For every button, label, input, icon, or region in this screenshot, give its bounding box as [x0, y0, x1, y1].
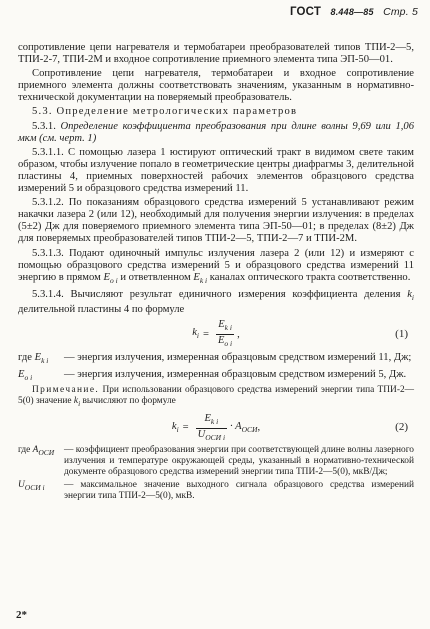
standard-number: 8.448—85 [330, 7, 374, 17]
document-body [18, 42, 414, 503]
symbol-e-k: $E_{k i}$ [193, 271, 208, 285]
definition-row [18, 369, 414, 384]
definition-row [18, 480, 414, 502]
equals-sign: = [203, 328, 209, 340]
symbol-e-o: $E_{o i}$ [103, 271, 118, 285]
definition-row [18, 352, 414, 367]
formula-comma: , [237, 328, 240, 340]
equals-sign: = [182, 422, 189, 434]
formula-lhs: $k_i$ [192, 327, 199, 341]
formula-lhs: $k_i$ [171, 420, 179, 434]
note [18, 385, 414, 409]
formula-2 [18, 413, 414, 443]
text-run: 5.3.1.3. Подают одиночный импульс излучения лазера 2 (или 12) и измеряют с помощью образцового средства измерений 5 и образцового средства измерений 11 энергию в прямом [18, 247, 414, 283]
formula-number: (1) [395, 327, 408, 340]
formula-number: (2) [395, 421, 408, 434]
formula-fraction: $\frac{E_{k i}}{E_{o i}}$ [217, 319, 233, 349]
definition-text: — коэффициент преобразования энергии при соответствующей длине волны лазерного излучения и температуре окружающей среды, указанный в нормативно-технической документе образцового средства измерений энергии типа ТПИ-2—5(0), мкВ/Дж; [64, 445, 414, 478]
text-run: каналах оптического тракта соответственно. [209, 271, 411, 283]
definition-text: — максимальное значение выходного сигнала образцового средства измерений энергии типа ТПИ-2—5(0), мкВ. [64, 480, 414, 502]
text-run: делительной пластины 4 по формуле [18, 303, 185, 315]
paragraph [18, 289, 414, 316]
symbol-k: $k_i$ [407, 288, 414, 302]
symbol-k: $k_i$ [73, 396, 81, 409]
formula-1 [18, 320, 414, 350]
note-label: Примечание. [32, 385, 100, 396]
paragraph: 5.3.1.1. С помощью лазера 1 юстируют оптический тракт в видимом свете таким образом, чтобы излучение попало в геометрические центры диафрагмы 3, делительной пластины 4, приемных поверхностей рабочих элементов образцового средства измерений 5 и образцового средства измерений 11. [18, 146, 414, 195]
text-run: 5.3.1.4. Вычисляют результат единичного измерения коэффициента деления [32, 288, 401, 300]
formula-fraction: $\frac{E_{k i}}{U_{ОСИ i}}$ [197, 412, 226, 442]
section-heading: 5.3. Определение метрологических параметров [32, 106, 298, 118]
formula-comma: , [257, 422, 261, 434]
text-run: и ответвленном [120, 271, 191, 283]
page-header [290, 6, 418, 18]
definition-symbol: где $A_{ОСИ}$ [18, 445, 55, 458]
paragraph [18, 248, 414, 287]
definition-symbol: $E_{o i}$ [18, 369, 33, 383]
definition-row [18, 445, 414, 478]
subsection-number: 5.3.1. [32, 120, 56, 132]
paragraph: сопротивление цепи нагревателя и термобатареи преобразователей типов ТПИ-2—5, ТПИ-2-7, ТПИ-2М и входное сопротивление приемного элемента типа ЭП-50—01. [18, 42, 414, 66]
definition-text: — энергия излучения, измеренная образцовым средством измерений 5, Дж. [64, 369, 407, 381]
definition-symbol: где $E_{k i}$ [18, 351, 49, 365]
definition-text: — энергия излучения, измеренная образцовым средством измерений 11, Дж; [64, 351, 412, 363]
paragraph: Сопротивление цепи нагревателя, термобатареи и входное сопротивление приемного элемента должны соответствовать значениям, указанным в нормативно-технической документации на поверяемый преобразователь. [18, 68, 414, 104]
definition-symbol: $U_{ОСИ i}$ [18, 480, 45, 493]
subsection-title: Определение коэффициента преобразования при длине волны 9,69 или 1,06 мкм (см. черт. 1) [18, 120, 414, 144]
formula-multiplier: · $A_{ОСИ}$ [230, 420, 258, 434]
signature-mark: 2* [16, 609, 27, 621]
note-text: вычисляют по формуле [82, 396, 176, 407]
subsection-heading [18, 121, 414, 145]
standard-label: ГОСТ [289, 6, 322, 18]
note-text: При использовании образцового средства измерений энергии типа ТПИ-2—5(0) значение [18, 385, 415, 407]
page-number: Стр. 5 [383, 6, 418, 18]
paragraph: 5.3.1.2. По показаниям образцового средства измерений 5 устанавливают режим накачки лазера 2 (или 12), необходимый для получения энергии излучения: в пределах (5±2) Дж для поверяемого приемного элемента типа ЭП-50—01; в пределах (8±2) Дж для поверяемых преобразователей типов ТПИ-2—5, ТПИ-2—7 и ТПИ-2М. [18, 197, 414, 245]
